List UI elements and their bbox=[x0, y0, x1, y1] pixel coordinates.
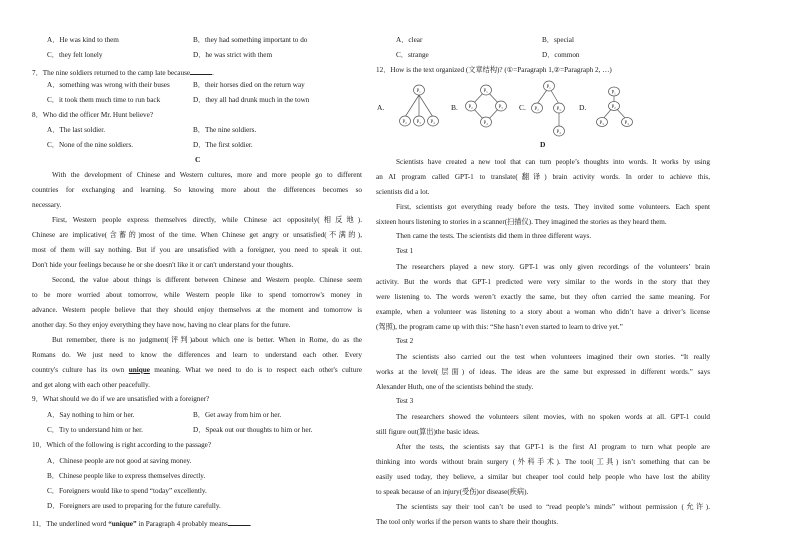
text-line: First, scientists got everything ready before the tests. They invited some volunteers. Each spent bbox=[396, 203, 710, 211]
q11-option-c: C．strange bbox=[396, 51, 429, 59]
q12-stem: 12．How is the text organized (文章结构)? (①=Paragraph 1,②=Paragraph 2, …) bbox=[376, 66, 612, 74]
text-segment: 11．The underlined word bbox=[32, 520, 109, 528]
text-line: (驾照), the program came up with this: “She hasn’t even started to learn to drive yet.” bbox=[376, 323, 623, 331]
svg-text:P1: $P_1$ bbox=[416, 89, 421, 94]
svg-text:P4: $P_4$ bbox=[483, 121, 488, 126]
text-line: Don't hide your feelings because he or she doesn't like it or can't understand your thoughts. bbox=[32, 261, 294, 269]
text-line: Scientists have created a new tool that can turn people’s thoughts into words. It works by using bbox=[396, 158, 710, 166]
text-line: The scientists also carried out the test when volunteers imagined their own stories. “It really bbox=[396, 353, 710, 361]
section-d-paragraph-2 bbox=[376, 200, 710, 230]
q11-option-a: A．clear bbox=[396, 36, 423, 44]
section-d-paragraph-3: Then came the tests. The scientists did them in three different ways. bbox=[396, 232, 592, 240]
q9-stem: 9．What should we do if we are unsatisfied with a foreigner? bbox=[32, 395, 210, 403]
svg-text:P3: $P_3$ bbox=[556, 107, 561, 112]
diagram-label-d: D. bbox=[579, 103, 587, 112]
svg-text:P2: $P_2$ bbox=[402, 120, 407, 125]
svg-text:P4: $P_4$ bbox=[556, 130, 561, 135]
q10-option-b: B．Chinese people like to express themselves directly. bbox=[47, 472, 206, 480]
svg-text:P2: $P_2$ bbox=[468, 105, 473, 110]
section-c-paragraph-2 bbox=[32, 213, 362, 273]
q10-option-c: C．Foreigners would like to spend “today” excellently. bbox=[47, 487, 207, 495]
text-line: to speak because of an injury(受伤)or disease(疾病). bbox=[376, 488, 529, 496]
text-line: an AI program called GPT-1 to translate(翻译) brain activity words. In order to achieve this, bbox=[376, 173, 710, 181]
text-line: countries for exchanging and learning. So knowing more about the differences becomes so bbox=[32, 186, 362, 194]
q11-end: . bbox=[249, 520, 252, 528]
svg-text:P2: $P_2$ bbox=[611, 105, 616, 110]
q7-blank bbox=[190, 67, 212, 75]
text-line: With the development of Chinese and Western cultures, more and more people go to different bbox=[52, 171, 362, 179]
section-d-paragraph-1 bbox=[376, 155, 710, 200]
text-line: works at the level(层面) of ideas. The ideas are the same but expressed in different words.” says bbox=[376, 368, 710, 376]
q8-option-a: A．The last soldier. bbox=[47, 126, 106, 134]
q8-stem: 8．Who did the officer Mr. Hunt believe? bbox=[32, 111, 154, 119]
text-line: The researchers played a new story. GPT-1 was only given recordings of the volunteers’ brain bbox=[396, 263, 710, 271]
text-segment: country's culture has its own bbox=[32, 366, 129, 374]
text-segment: in Paragraph 4 probably means bbox=[136, 520, 228, 528]
text-line: sixteen hours listening to stories in a scanner(扫描仪). They imagined the stories as they heard them. bbox=[376, 218, 667, 226]
text-segment: meaning. What we need to do is to respect each other's culture bbox=[149, 366, 362, 374]
text-line-unique bbox=[32, 363, 362, 378]
q9-option-c: C．Try to understand him or her. bbox=[47, 426, 143, 434]
text-line: The tool only works if the person wants to share their thoughts. bbox=[376, 518, 559, 526]
text-line: Chinese are implicative(含蓄的)most of the time. When Chinese get angry or unsatisfied(不满的), bbox=[32, 231, 362, 239]
text-line: still figure out(算出)the basic ideas. bbox=[376, 428, 480, 436]
text-line: The scientists say their tool can’t be used to “read people’s minds” without permission (允许). bbox=[396, 503, 710, 511]
q10-option-a: A．Chinese people are not good at saving money. bbox=[47, 457, 192, 465]
q10-stem: 10．Which of the following is right according to the passage? bbox=[32, 441, 212, 449]
svg-text:P1: $P_1$ bbox=[483, 89, 488, 94]
svg-text:P1: $P_1$ bbox=[611, 90, 616, 96]
section-c-heading: C bbox=[195, 155, 201, 164]
structure-diagram-d bbox=[594, 86, 638, 130]
structure-diagram-a bbox=[396, 84, 442, 128]
text-line: necessary. bbox=[32, 201, 62, 209]
q11-blank bbox=[228, 518, 250, 526]
q6-option-b: B．they had something important to do bbox=[193, 36, 308, 44]
text-line: activity. But the words that GPT-1 predicted were very similar to the words in the story that they bbox=[376, 278, 710, 286]
test-2-heading: Test 2 bbox=[396, 337, 414, 345]
q7-option-b: B．their horses died on the return way bbox=[193, 81, 305, 89]
svg-text:P4: $P_4$ bbox=[430, 120, 435, 125]
q8-option-d: D．The first soldier. bbox=[193, 141, 253, 149]
structure-diagram-b bbox=[464, 84, 508, 128]
text-line: and get along with each other peacefully. bbox=[32, 381, 150, 389]
bold-word-unique: “unique” bbox=[108, 520, 137, 528]
text-line: thinking into words without brain surgery (外科手术). The tool(工具) isn’t something that can be bbox=[376, 458, 710, 466]
section-d-paragraph-last bbox=[376, 500, 710, 530]
text-line: Second, the value about things is different between Chinese and Western people. Chinese seem bbox=[52, 276, 362, 284]
q6-option-d: D．he was strict with them bbox=[193, 51, 273, 59]
text-line: Alexander Huth, one of the scientists behind the study. bbox=[376, 383, 534, 391]
test-1-heading: Test 1 bbox=[396, 247, 414, 255]
text-line: But remember, there is no judgment(评判)about which one is better. When in Rome, do as the bbox=[52, 336, 362, 344]
underlined-word-unique: unique bbox=[128, 366, 150, 374]
q9-option-a: A．Say nothing to him or her. bbox=[47, 411, 135, 419]
svg-text:P1: $P_1$ bbox=[546, 85, 551, 90]
svg-text:P2: $P_2$ bbox=[534, 107, 539, 112]
text-line: advance. Western people believe that they should enjoy themselves at the moment and tomorrow is bbox=[32, 306, 362, 314]
section-d-paragraph-after-tests bbox=[376, 440, 710, 500]
text-line: scientists did a lot. bbox=[376, 188, 430, 196]
diagram-label-b: B. bbox=[451, 103, 458, 112]
diagram-label-c: C. bbox=[519, 103, 526, 112]
section-d-heading: D bbox=[540, 140, 546, 149]
q7-option-a: A．something was wrong with their buses bbox=[47, 81, 170, 89]
structure-diagram-c bbox=[528, 80, 568, 138]
q6-option-a: A．He was kind to them bbox=[47, 36, 119, 44]
q11-option-b: B．special bbox=[542, 36, 574, 44]
text-line: After the tests, the scientists say that GPT-1 is the first AI program to turn what people are bbox=[396, 443, 710, 451]
text-line: most of them will say nothing. But if you are unsatisfied with a foreigner, you need to speak it out. bbox=[32, 246, 362, 254]
text-line: First, Western people express themselves directly, while Chinese act oppositely(相反地). bbox=[52, 216, 362, 224]
section-c-paragraph-4 bbox=[32, 333, 362, 393]
q6-option-c: C．they felt lonely bbox=[47, 51, 103, 59]
q7-option-c: C．it took them much time to run back bbox=[47, 96, 161, 104]
q10-option-d: D．Foreigners are used to preparing for the future carefully. bbox=[47, 502, 221, 510]
test-3-heading: Test 3 bbox=[396, 397, 414, 405]
q8-option-b: B．The nine soldiers. bbox=[193, 126, 257, 134]
text-line: Romans do. We just need to know the differences and learn to understand each other. Every bbox=[32, 351, 362, 359]
section-c-paragraph-1 bbox=[32, 168, 362, 213]
test-1-paragraph bbox=[376, 260, 710, 335]
svg-text:P3: $P_3$ bbox=[498, 105, 503, 110]
svg-text:P3: $P_3$ bbox=[599, 121, 604, 126]
q11-option-d: D．common bbox=[542, 51, 580, 59]
text-line: to be more worried about tomorrow, while Western people like to spend tomorrow's money in bbox=[32, 291, 362, 299]
text-line: were listening to. The words weren’t exactly the same, but they often carried the same meaning. For bbox=[376, 293, 710, 301]
q11-stem bbox=[32, 518, 252, 528]
q7-option-d: D．they all had drunk much in the town bbox=[193, 96, 310, 104]
svg-text:P4: $P_4$ bbox=[624, 121, 629, 126]
q9-option-d: D．Speak out our thoughts to him or her. bbox=[193, 426, 313, 434]
q7-stem-text: 7．The nine soldiers returned to the camp late because bbox=[32, 69, 191, 77]
test-2-paragraph bbox=[376, 350, 710, 395]
section-c-paragraph-3 bbox=[32, 273, 362, 333]
diagram-label-a: A. bbox=[377, 103, 385, 112]
text-line: The researchers showed the volunteers silent movies, with no spoken words at all. GPT-1 could bbox=[396, 413, 710, 421]
q8-option-c: C．None of the nine soldiers. bbox=[47, 141, 134, 149]
q7-stem bbox=[32, 67, 214, 77]
q7-end: . bbox=[212, 69, 214, 77]
q9-option-b: B．Get away from him or her. bbox=[193, 411, 282, 419]
test-3-paragraph bbox=[376, 410, 710, 440]
text-line: example, when a volunteer was listening to a story about a woman who didn’t have a driver’s license bbox=[376, 308, 710, 316]
text-line: easily used today, they believe, a similar but cheaper tool could help people who have lost the ability bbox=[376, 473, 710, 481]
text-line: another day. So they enjoy everything they have now, having no clear plans for the future. bbox=[32, 321, 291, 329]
svg-text:P3: $P_3$ bbox=[416, 120, 421, 125]
